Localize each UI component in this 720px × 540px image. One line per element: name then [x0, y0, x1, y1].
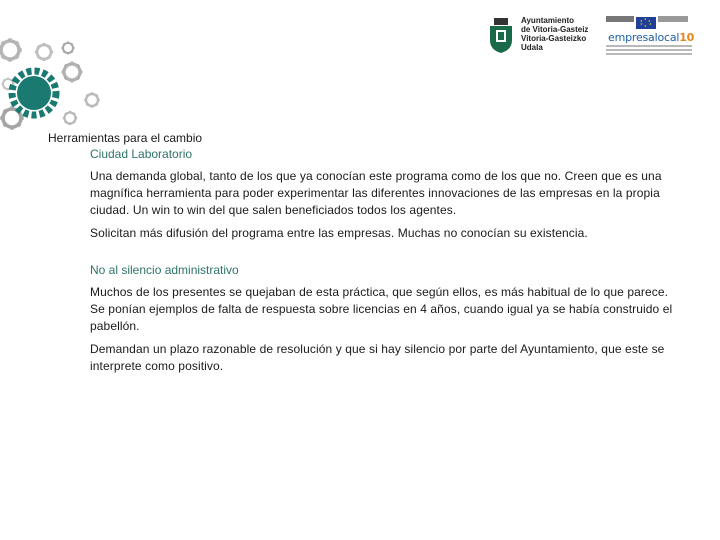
- gear-icon: [62, 62, 83, 83]
- ayuntamiento-name: Ayuntamiento de Vitoria-Gasteiz Vitoria-Gasteizko Udala: [521, 16, 589, 52]
- ayuntamiento-logo: [486, 14, 591, 56]
- gears-decoration: [0, 0, 110, 150]
- slide-content: [90, 146, 680, 375]
- gear-icon: [63, 111, 77, 125]
- gear-icon: [35, 43, 53, 61]
- paragraph: Solicitan más difusión del programa entre las empresas. Muchas no conocían su existencia.: [90, 226, 588, 240]
- section-ciudad-laboratorio: [90, 146, 680, 242]
- section-heading: No al silencio administrativo: [90, 263, 239, 277]
- logo-fine-print: [606, 45, 692, 57]
- paragraph: Una demanda global, tanto de los que ya conocían este programa como de los que no. Creen que es una magnífica herramienta para poder experimentar las diferentes innovaciones de las empresas en la propia ciudad. Un win to win del que salen beneficiados todos los agentes.: [90, 169, 662, 217]
- gear-icon: [62, 42, 75, 55]
- eu-flag-icon: ★ ★ ★ ★ ★ ★: [636, 17, 656, 29]
- section-silencio-administrativo: [90, 262, 680, 375]
- empresa-local-logo: [606, 14, 695, 56]
- logo-fine-print: [606, 16, 634, 22]
- paragraph: Muchos de los presentes se quejaban de esta práctica, que según ellos, es más habitual de lo que parece. Se ponían ejemplos de falta de respuesta sobre licencias en 4 años, cuando igual ya se había construido el pabellón.: [90, 285, 673, 333]
- main-gear-icon: [12, 71, 56, 115]
- paragraph: Demandan un plazo razonable de resolución y que si hay silencio por parte del Ayuntamiento, que este se interprete como positivo.: [90, 342, 665, 373]
- logo-fine-print: [658, 16, 688, 22]
- coat-of-arms-icon: [486, 16, 516, 54]
- gear-icon: [0, 38, 22, 61]
- slide-title: Herramientas para el cambio: [48, 131, 203, 145]
- section-heading: Ciudad Laboratorio: [90, 147, 193, 161]
- empresa-brand: empresalocal10: [608, 31, 695, 44]
- gear-icon: [84, 92, 100, 108]
